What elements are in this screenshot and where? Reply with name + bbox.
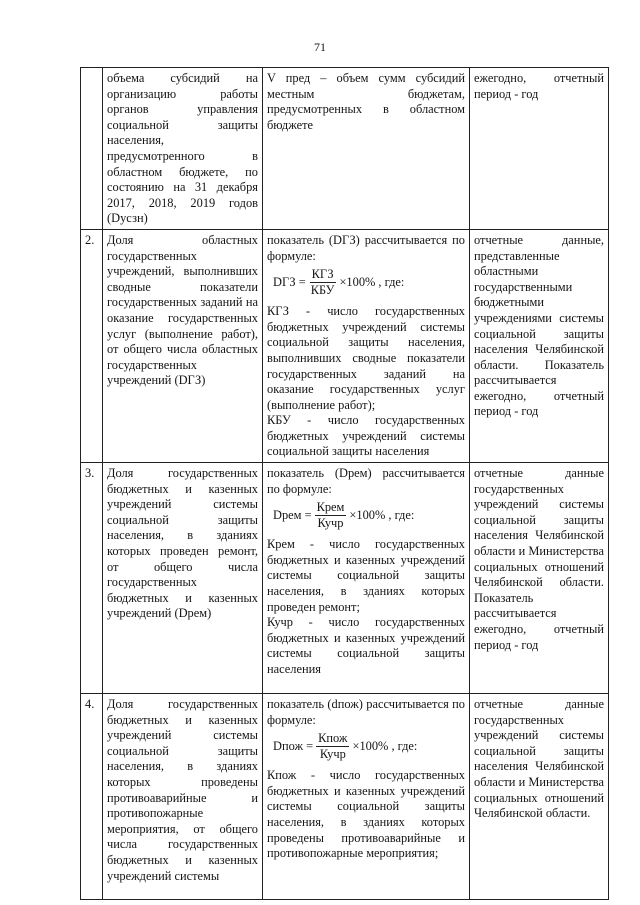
- data-source: отчетные данные, представленные областными государственными бюджетными учреждениями системы социальной защиты населения Челябинской области. Показатель рассчитывается ежегодно, отчетный период - год: [470, 229, 609, 462]
- calculation-method: [263, 463, 470, 694]
- formula-numerator: Крем: [316, 500, 345, 515]
- definition: Кучр - число государственных бюджетных и казенных учреждений системы социальной защиты населения: [267, 615, 465, 676]
- indicators-table: [80, 67, 609, 900]
- data-source: ежегодно, отчетный период - год: [470, 68, 609, 230]
- formula-rhs: ×100% , где:: [349, 507, 415, 522]
- page-number: 71: [314, 40, 326, 54]
- indicator-name: объема субсидий на организацию работы органов управления социальной защиты населения, предусмотренного в областном бюджете, по состоянию на 31 декабря 2017, 2018, 2019 годов (Dусзн): [103, 68, 263, 230]
- indicator-name: Доля областных государственных учреждений, выполнивших сводные показатели государственных заданий на оказание государственных услуг (выполнение работ), от общего числа областных государственных учреждений (DГЗ): [103, 229, 263, 462]
- definition: КГЗ - число государственных бюджетных учреждений системы социальной защиты населения, выполнивших сводные показатели государственных заданий на оказание государственных услуг (выполнение работ);: [267, 304, 465, 412]
- definition: Кпож - число государственных бюджетных и казенных учреждений системы социальной защиты населения, в зданиях которых проведены противоаварийные и противопожарные мероприятия;: [267, 768, 465, 861]
- definition: Крем - число государственных бюджетных и казенных учреждений системы социальной защиты населения, в зданиях которых проведен ремонт;: [267, 537, 465, 614]
- formula-rhs: ×100% , где:: [352, 738, 418, 753]
- row-number: 3.: [81, 463, 103, 694]
- formula-denominator: Кучр: [319, 747, 346, 762]
- table-row: [81, 463, 609, 694]
- formula-numerator: КГЗ: [311, 267, 334, 282]
- formula-denominator: Кучр: [317, 516, 344, 531]
- method-text: V пред – объем сумм субсидий местным бюджетам, предусмотренных в областном бюджете: [267, 71, 465, 132]
- data-source: отчетные данные государственных учреждений системы социальной защиты населения Челябинской области и Министерства социальных отношений Челябинской области.: [470, 694, 609, 900]
- formula-lhs: Dрем =: [273, 507, 312, 522]
- calculation-method: [263, 694, 470, 900]
- formula-lhs: DГЗ =: [273, 274, 306, 289]
- indicator-name: Доля государственных бюджетных и казенных учреждений системы социальной защиты населения, в зданиях которых проведены противоаварийные и противопожарные мероприятия, от общего числа государственных бюджетных и казенных учреждений системы: [103, 694, 263, 900]
- method-text: показатель (Dрем) рассчитывается по формуле:: [267, 466, 465, 496]
- formula-fraction: [315, 500, 347, 531]
- definition: КБУ - число государственных бюджетных учреждений системы социальной защиты населения: [267, 413, 465, 459]
- formula-fraction: [309, 267, 337, 298]
- calculation-method: [263, 68, 470, 230]
- data-source: отчетные данные государственных учреждений системы социальной защиты населения Челябинской области и Министерства социальных отношений Челябинской области. Показатель рассчитывается ежегодно, отчетный период - год: [470, 463, 609, 694]
- formula-lhs: Dпож =: [273, 738, 314, 753]
- table-row: [81, 694, 609, 900]
- formula: [273, 267, 465, 298]
- formula-rhs: ×100% , где:: [339, 274, 405, 289]
- calculation-method: [263, 229, 470, 462]
- formula: [273, 731, 465, 762]
- formula-fraction: [316, 731, 349, 762]
- row-number: 4.: [81, 694, 103, 900]
- table-row: [81, 68, 609, 230]
- formula-denominator: КБУ: [310, 283, 335, 298]
- method-text: показатель (DГЗ) рассчитывается по формуле:: [267, 232, 465, 263]
- method-text: показатель (dпож) рассчитывается по формуле:: [267, 697, 465, 727]
- indicator-name: Доля государственных бюджетных и казенных учреждений системы социальной защиты населения, в зданиях которых проведен ремонт, от общего числа государственных бюджетных и казенных учреждений (Dрем): [103, 463, 263, 694]
- formula: [273, 500, 465, 531]
- row-number: 2.: [81, 229, 103, 462]
- row-number: [81, 68, 103, 230]
- table-row: [81, 229, 609, 462]
- formula-numerator: Кпож: [318, 731, 348, 746]
